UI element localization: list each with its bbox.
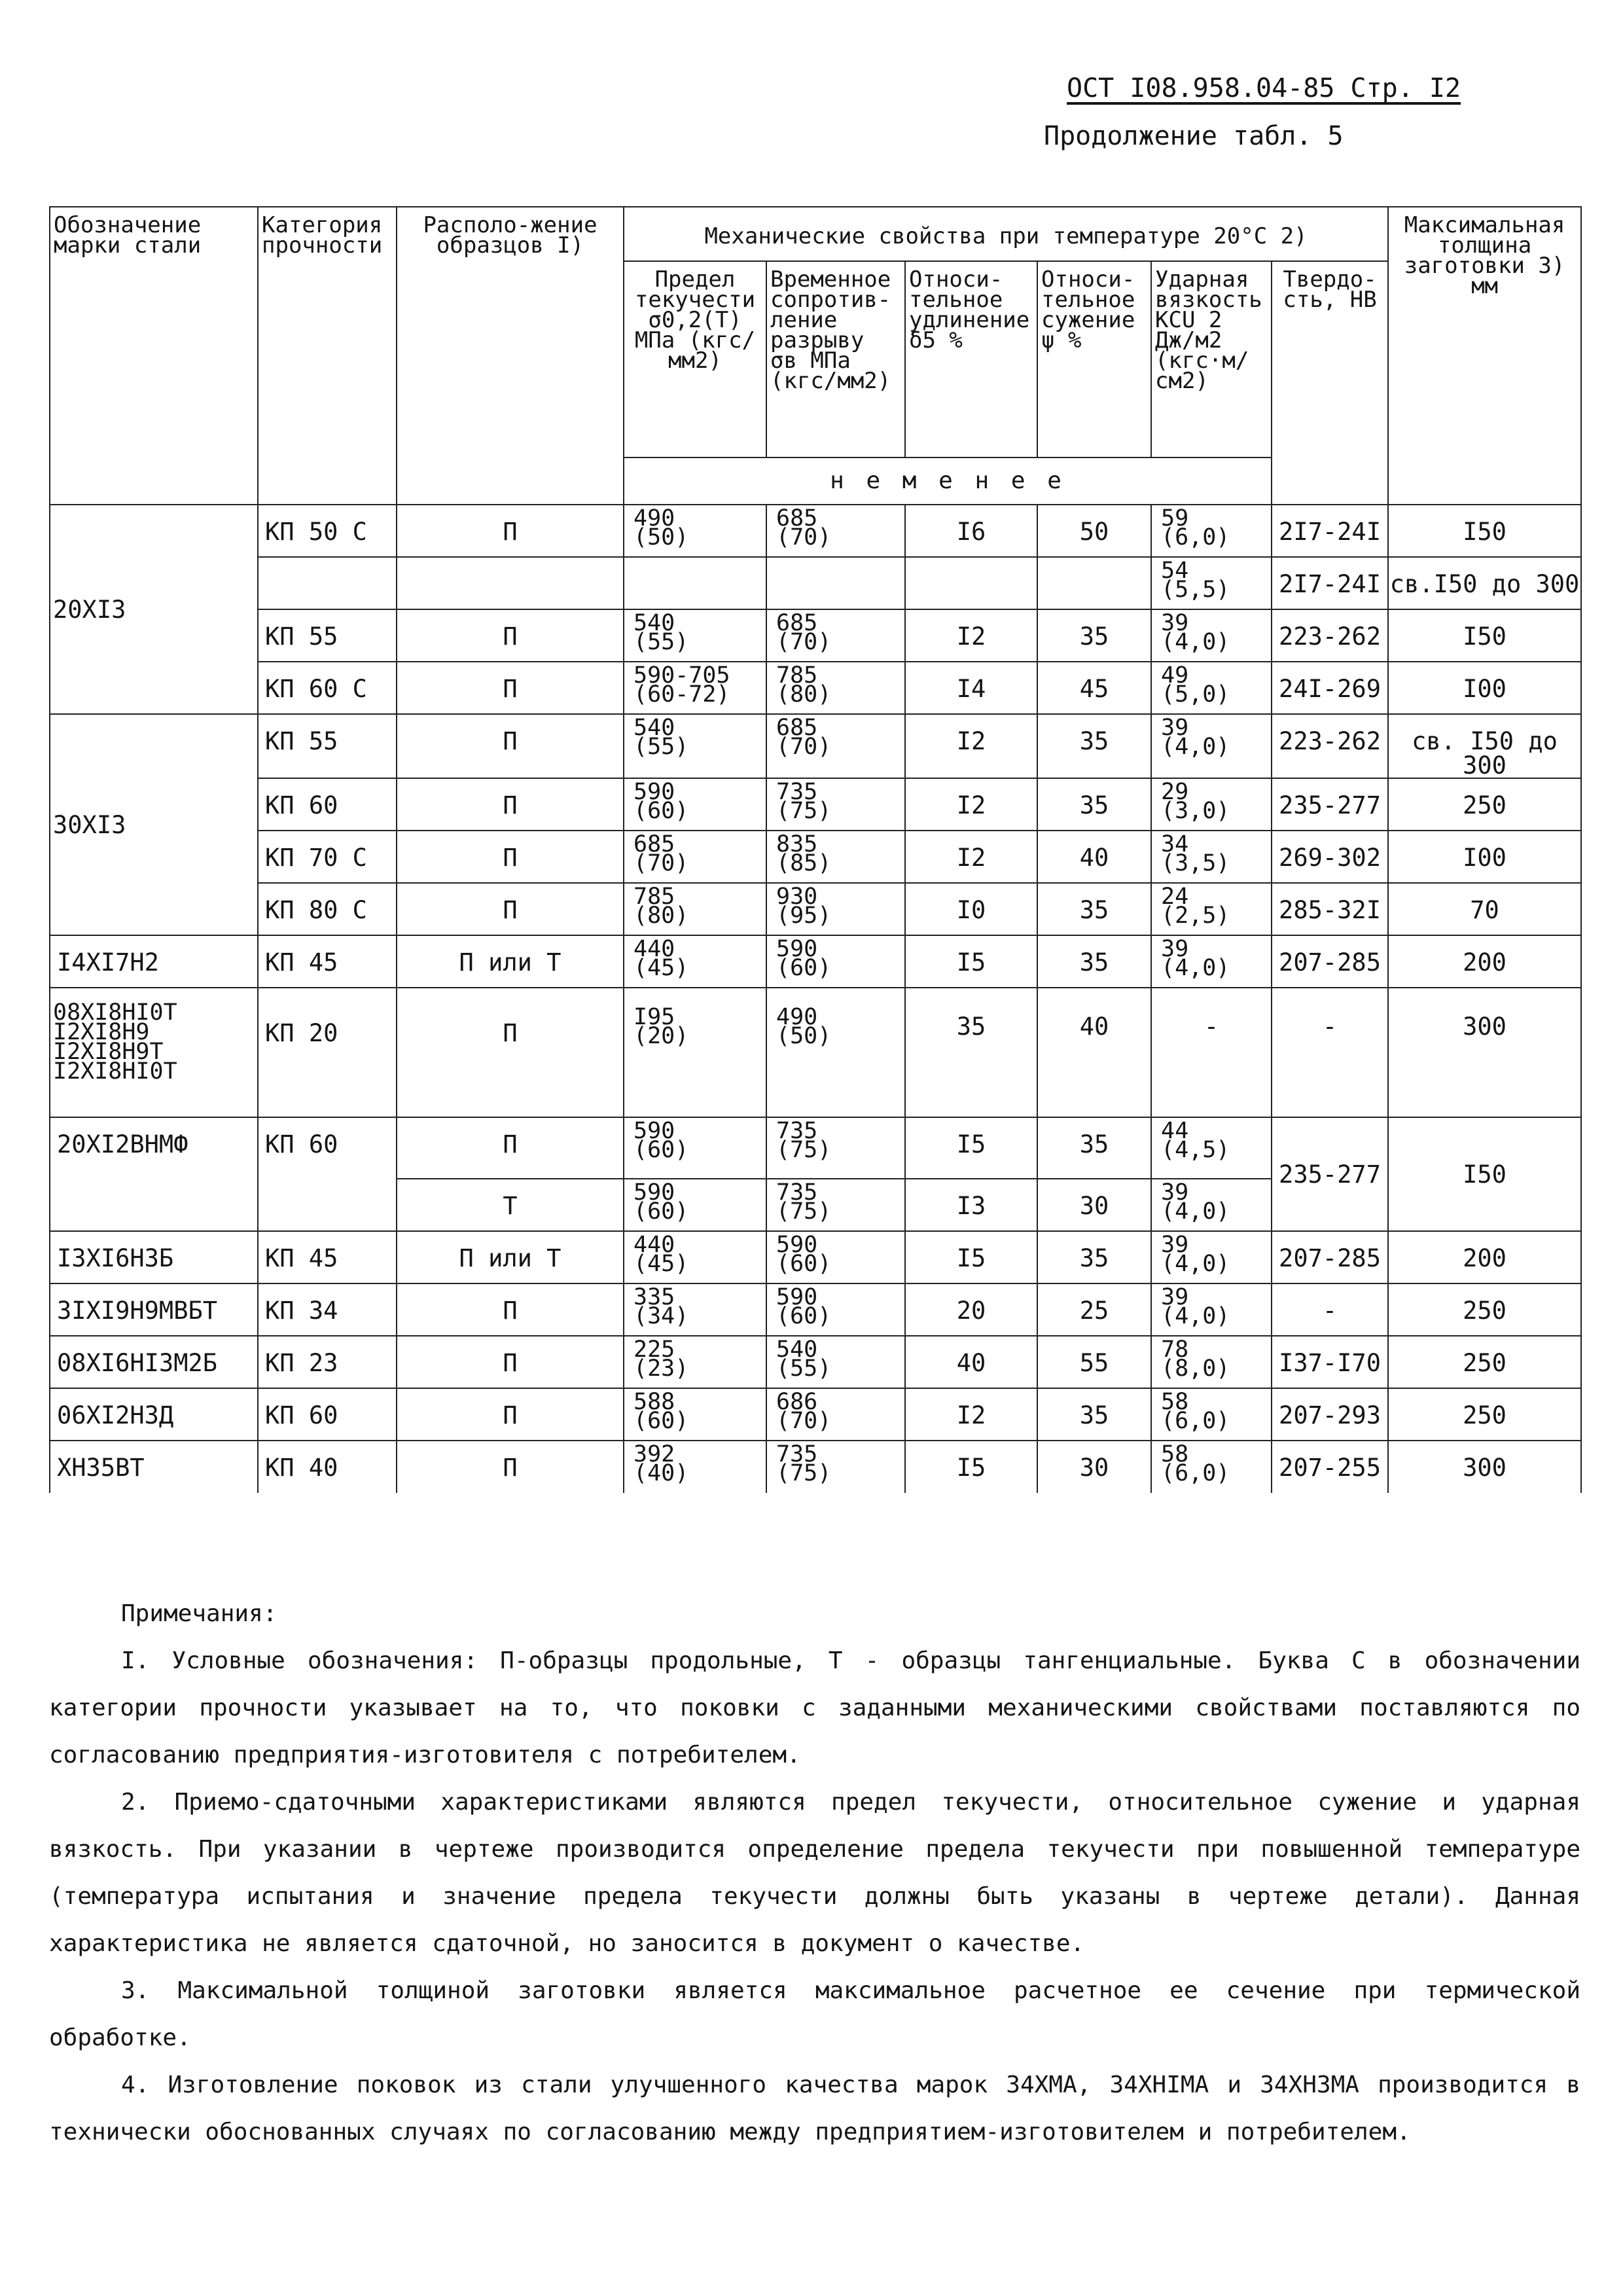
location-cell: П bbox=[397, 1117, 624, 1179]
tensile-cell: 785 (80) bbox=[766, 662, 905, 714]
not-less-label: н е м е н е е bbox=[624, 457, 1272, 505]
grade-cell: 08XI6HI3M2Б bbox=[50, 1336, 258, 1388]
yield-cell: 590 (60) bbox=[624, 1179, 766, 1231]
category-cell: КП 60 bbox=[258, 1388, 397, 1441]
grade-cell: I3XI6H3Б bbox=[50, 1231, 258, 1283]
yield-cell: 685 (70) bbox=[624, 831, 766, 883]
col-header-mechanical-group: Механические свойства при температуре 20°С 2) bbox=[624, 207, 1388, 261]
col-header-grade: Обозначение марки стали bbox=[50, 207, 258, 505]
impact-cell: 39 (4,0) bbox=[1151, 1283, 1272, 1336]
impact-cell: 39 (4,0) bbox=[1151, 1179, 1272, 1231]
tensile-cell: 685 (70) bbox=[766, 505, 905, 557]
reduction-cell: 45 bbox=[1037, 662, 1151, 714]
note-4: 4. Изготовление поковок из стали улучшенного качества марок 34XMA, 34XHIMA и 34XH3MA производится в технически обоснованных случаях по согласованию между предприятием-изготовителем и потребителем. bbox=[49, 2072, 1580, 2145]
note-1: I. Условные обозначения: П-образцы продольные, Т - образцы тангенциальные. Буква С в обозначении категории прочности указывает на то, что поковки с заданными механическими свойствами поставляются по согласованию предприятия-изготовителя с потребителем. bbox=[49, 1647, 1580, 1768]
tensile-cell: 685 (70) bbox=[766, 609, 905, 662]
thickness-cell: I50 bbox=[1388, 1117, 1581, 1231]
elongation-cell: I2 bbox=[905, 1388, 1037, 1441]
note-3: 3. Максимальной толщиной заготовки является максимальное расчетное ее сечение при термической обработке. bbox=[49, 1977, 1580, 2051]
reduction-cell bbox=[1037, 557, 1151, 609]
elongation-cell: I2 bbox=[905, 714, 1037, 778]
impact-cell: 29 (3,0) bbox=[1151, 778, 1272, 831]
impact-cell: 24 (2,5) bbox=[1151, 883, 1272, 935]
thickness-cell: 250 bbox=[1388, 1388, 1581, 1441]
yield-cell: 440 (45) bbox=[624, 935, 766, 988]
reduction-cell: 25 bbox=[1037, 1283, 1151, 1336]
category-cell: КП 55 bbox=[258, 714, 397, 778]
category-cell: КП 80 С bbox=[258, 883, 397, 935]
elongation-cell: I6 bbox=[905, 505, 1037, 557]
hardness-cell: 223-262 bbox=[1272, 714, 1388, 778]
hardness-cell: 269-302 bbox=[1272, 831, 1388, 883]
yield-cell: 588 (60) bbox=[624, 1388, 766, 1441]
location-cell bbox=[397, 557, 624, 609]
elongation-cell: I4 bbox=[905, 662, 1037, 714]
reduction-cell: 55 bbox=[1037, 1336, 1151, 1388]
col-header-hardness: Твердо-сть, НВ bbox=[1272, 261, 1388, 505]
impact-cell: 58 (6,0) bbox=[1151, 1441, 1272, 1493]
elongation-cell: I3 bbox=[905, 1179, 1037, 1231]
location-cell: П bbox=[397, 1283, 624, 1336]
reduction-cell: 40 bbox=[1037, 831, 1151, 883]
thickness-cell: I50 bbox=[1388, 609, 1581, 662]
location-cell: П bbox=[397, 831, 624, 883]
tensile-cell: 685 (70) bbox=[766, 714, 905, 778]
impact-cell: 54 (5,5) bbox=[1151, 557, 1272, 609]
col-header-tensile: Временное сопротив-ление разрыву σв МПа (кгс/мм2) bbox=[766, 261, 905, 457]
hardness-cell: 207-285 bbox=[1272, 935, 1388, 988]
hardness-cell: - bbox=[1272, 988, 1388, 1117]
reduction-cell: 50 bbox=[1037, 505, 1151, 557]
impact-cell: 39 (4,0) bbox=[1151, 935, 1272, 988]
impact-cell: 39 (4,0) bbox=[1151, 714, 1272, 778]
tensile-cell: 930 (95) bbox=[766, 883, 905, 935]
yield-cell: 335 (34) bbox=[624, 1283, 766, 1336]
reduction-cell: 35 bbox=[1037, 1388, 1151, 1441]
tensile-cell: 735 (75) bbox=[766, 1441, 905, 1493]
reduction-cell: 35 bbox=[1037, 1117, 1151, 1179]
thickness-cell: I00 bbox=[1388, 662, 1581, 714]
tensile-cell: 590 (60) bbox=[766, 1231, 905, 1283]
elongation-cell: I2 bbox=[905, 778, 1037, 831]
thickness-cell: 200 bbox=[1388, 1231, 1581, 1283]
thickness-cell: I50 bbox=[1388, 505, 1581, 557]
hardness-cell: 285-32I bbox=[1272, 883, 1388, 935]
yield-cell: 540 (55) bbox=[624, 714, 766, 778]
location-cell: П bbox=[397, 1441, 624, 1493]
hardness-cell: I37-I70 bbox=[1272, 1336, 1388, 1388]
grade-cell: 3IXI9H9MBБТ bbox=[50, 1283, 258, 1336]
impact-cell: 78 (8,0) bbox=[1151, 1336, 1272, 1388]
thickness-cell: 70 bbox=[1388, 883, 1581, 935]
reduction-cell: 30 bbox=[1037, 1441, 1151, 1493]
reduction-cell: 35 bbox=[1037, 883, 1151, 935]
grade-cell: 08XI8HI0T I2XI8H9 I2XI8H9T I2XI8HI0T bbox=[50, 988, 258, 1117]
elongation-cell: 40 bbox=[905, 1336, 1037, 1388]
elongation-cell: I5 bbox=[905, 935, 1037, 988]
thickness-cell: 300 bbox=[1388, 1441, 1581, 1493]
hardness-cell: - bbox=[1272, 1283, 1388, 1336]
elongation-cell: I2 bbox=[905, 609, 1037, 662]
location-cell: П bbox=[397, 714, 624, 778]
impact-cell: 39 (4,0) bbox=[1151, 609, 1272, 662]
location-cell: П или Т bbox=[397, 935, 624, 988]
yield-cell: 590-705 (60-72) bbox=[624, 662, 766, 714]
hardness-cell: 207-285 bbox=[1272, 1231, 1388, 1283]
grade-cell: 06XI2H3Д bbox=[50, 1388, 258, 1441]
hardness-cell: 2I7-24I bbox=[1272, 505, 1388, 557]
category-cell: КП 34 bbox=[258, 1283, 397, 1336]
notes-title: Примечания: bbox=[121, 1600, 277, 1627]
category-cell: КП 70 С bbox=[258, 831, 397, 883]
impact-cell: 58 (6,0) bbox=[1151, 1388, 1272, 1441]
yield-cell bbox=[624, 557, 766, 609]
grade-cell: XH35BT bbox=[50, 1441, 258, 1493]
yield-cell: 440 (45) bbox=[624, 1231, 766, 1283]
elongation-cell: 35 bbox=[905, 988, 1037, 1117]
thickness-cell: I00 bbox=[1388, 831, 1581, 883]
category-cell: КП 20 bbox=[258, 988, 397, 1117]
tensile-cell: 735 (75) bbox=[766, 778, 905, 831]
yield-cell: 785 (80) bbox=[624, 883, 766, 935]
category-cell: КП 40 bbox=[258, 1441, 397, 1493]
tensile-cell: 590 (60) bbox=[766, 935, 905, 988]
col-header-yield: Предел текучести σ0,2(T) МПа (кгс/мм2) bbox=[624, 261, 766, 457]
hardness-cell: 235-277 bbox=[1272, 1117, 1388, 1231]
category-cell: КП 23 bbox=[258, 1336, 397, 1388]
yield-cell: 490 (50) bbox=[624, 505, 766, 557]
yield-cell: 590 (60) bbox=[624, 778, 766, 831]
thickness-cell: 200 bbox=[1388, 935, 1581, 988]
notes-section bbox=[49, 1590, 1580, 2156]
tensile-cell: 590 (60) bbox=[766, 1283, 905, 1336]
tensile-cell: 686 (70) bbox=[766, 1388, 905, 1441]
yield-cell: 392 (40) bbox=[624, 1441, 766, 1493]
yield-cell: I95 (20) bbox=[624, 988, 766, 1117]
grade-cell: 20XI3 bbox=[50, 505, 258, 714]
thickness-cell: 300 bbox=[1388, 988, 1581, 1117]
impact-cell: 34 (3,5) bbox=[1151, 831, 1272, 883]
hardness-cell: 24I-269 bbox=[1272, 662, 1388, 714]
category-cell: КП 45 bbox=[258, 935, 397, 988]
reduction-cell: 35 bbox=[1037, 935, 1151, 988]
thickness-cell: 250 bbox=[1388, 778, 1581, 831]
location-cell: П bbox=[397, 662, 624, 714]
thickness-cell: св. I50 до 300 bbox=[1388, 714, 1581, 778]
tensile-cell: 735 (75) bbox=[766, 1179, 905, 1231]
thickness-cell: св.I50 до 300 bbox=[1388, 557, 1581, 609]
reduction-cell: 30 bbox=[1037, 1179, 1151, 1231]
reduction-cell: 35 bbox=[1037, 778, 1151, 831]
note-2: 2. Приемо-сдаточными характеристиками являются предел текучести, относительное сужение и ударная вязкость. При указании в чертеже производится определение предела текучести при повышенной температуре (температура испытания и значение предела текучести должны быть указаны в чертеже детали). Данная характеристика не является сдаточной, но заносится в документ о качестве. bbox=[49, 1789, 1580, 1957]
category-cell: КП 55 bbox=[258, 609, 397, 662]
location-cell: П bbox=[397, 883, 624, 935]
location-cell: Т bbox=[397, 1179, 624, 1231]
impact-cell: 59 (6,0) bbox=[1151, 505, 1272, 557]
category-cell: КП 45 bbox=[258, 1231, 397, 1283]
grade-cell: 20XI2BHMФ bbox=[50, 1117, 258, 1231]
table-continuation-label: Продолжение табл. 5 bbox=[1044, 121, 1344, 151]
document-reference: ОСТ I08.958.04-85 Стр. I2 bbox=[1067, 73, 1461, 103]
location-cell: П bbox=[397, 778, 624, 831]
location-cell: П bbox=[397, 1336, 624, 1388]
impact-cell: 39 (4,0) bbox=[1151, 1231, 1272, 1283]
elongation-cell: I5 bbox=[905, 1231, 1037, 1283]
thickness-cell: 250 bbox=[1388, 1283, 1581, 1336]
location-cell: П или Т bbox=[397, 1231, 624, 1283]
reduction-cell: 35 bbox=[1037, 714, 1151, 778]
reduction-cell: 35 bbox=[1037, 609, 1151, 662]
category-cell: КП 50 С bbox=[258, 505, 397, 557]
hardness-cell: 2I7-24I bbox=[1272, 557, 1388, 609]
location-cell: П bbox=[397, 505, 624, 557]
category-cell: КП 60 bbox=[258, 778, 397, 831]
elongation-cell: I0 bbox=[905, 883, 1037, 935]
impact-cell: 49 (5,0) bbox=[1151, 662, 1272, 714]
col-header-category: Категория прочности bbox=[258, 207, 397, 505]
tensile-cell: 735 (75) bbox=[766, 1117, 905, 1179]
yield-cell: 225 (23) bbox=[624, 1336, 766, 1388]
col-header-reduction: Относи-тельное сужение ψ % bbox=[1037, 261, 1151, 457]
col-header-elongation: Относи-тельное удлинение δ5 % bbox=[905, 261, 1037, 457]
reduction-cell: 40 bbox=[1037, 988, 1151, 1117]
elongation-cell: I5 bbox=[905, 1441, 1037, 1493]
tensile-cell: 490 (50) bbox=[766, 988, 905, 1117]
elongation-cell: 20 bbox=[905, 1283, 1037, 1336]
location-cell: П bbox=[397, 988, 624, 1117]
yield-cell: 540 (55) bbox=[624, 609, 766, 662]
mechanical-properties-table bbox=[49, 206, 1582, 1493]
hardness-cell: 207-255 bbox=[1272, 1441, 1388, 1493]
thickness-cell: 250 bbox=[1388, 1336, 1581, 1388]
reduction-cell: 35 bbox=[1037, 1231, 1151, 1283]
location-cell: П bbox=[397, 1388, 624, 1441]
tensile-cell bbox=[766, 557, 905, 609]
hardness-cell: 207-293 bbox=[1272, 1388, 1388, 1441]
impact-cell: 44 (4,5) bbox=[1151, 1117, 1272, 1179]
tensile-cell: 835 (85) bbox=[766, 831, 905, 883]
category-cell: КП 60 С bbox=[258, 662, 397, 714]
category-cell: КП 60 bbox=[258, 1117, 397, 1231]
elongation-cell: I2 bbox=[905, 831, 1037, 883]
impact-cell: - bbox=[1151, 988, 1272, 1117]
col-header-impact: Ударная вязкость KCU 2 Дж/м2 (кгс·м/см2) bbox=[1151, 261, 1272, 457]
yield-cell: 590 (60) bbox=[624, 1117, 766, 1179]
location-cell: П bbox=[397, 609, 624, 662]
grade-cell: I4XI7H2 bbox=[50, 935, 258, 988]
elongation-cell bbox=[905, 557, 1037, 609]
category-cell bbox=[258, 557, 397, 609]
col-header-thickness: Максимальная толщина заготовки 3) мм bbox=[1388, 207, 1581, 505]
hardness-cell: 223-262 bbox=[1272, 609, 1388, 662]
col-header-location: Располо-жение образцов I) bbox=[397, 207, 624, 505]
hardness-cell: 235-277 bbox=[1272, 778, 1388, 831]
tensile-cell: 540 (55) bbox=[766, 1336, 905, 1388]
elongation-cell: I5 bbox=[905, 1117, 1037, 1179]
grade-cell: 30XI3 bbox=[50, 714, 258, 935]
